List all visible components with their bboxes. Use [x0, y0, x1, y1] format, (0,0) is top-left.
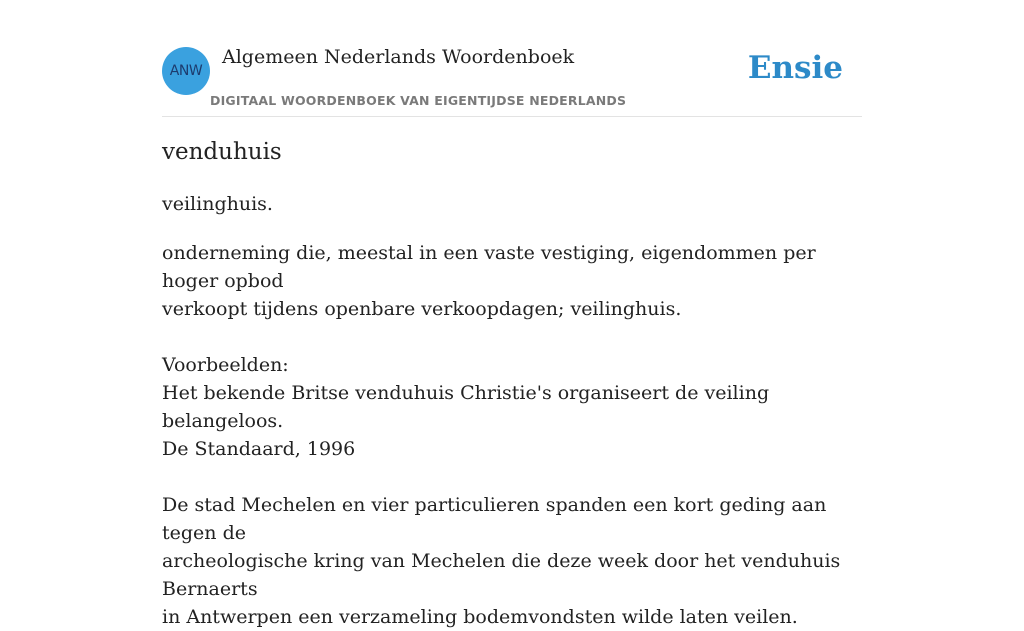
entry-headword: venduhuis	[162, 139, 282, 165]
ensie-brand-logo[interactable]: Ensie	[747, 50, 843, 86]
definition-line: onderneming die, meestal in een vaste vestiging, eigendommen per hoger opbod	[162, 242, 816, 292]
site-title[interactable]: Algemeen Nederlands Woordenboek	[222, 46, 575, 68]
anw-logo[interactable]: ANW	[162, 47, 210, 95]
example-line: archeologische kring van Mechelen die deze week door het venduhuis Bernaerts	[162, 550, 841, 600]
examples-label: Voorbeelden:	[162, 354, 289, 376]
entry-short-definition: veilinghuis.	[162, 193, 273, 215]
entry-body	[162, 239, 862, 631]
example-line: in Antwerpen een verzameling bodemvondsten wilde laten veilen.	[162, 606, 798, 628]
definition-line: verkoopt tijdens openbare verkoopdagen; veilinghuis.	[162, 298, 682, 320]
example-source: De Standaard, 1996	[162, 438, 356, 460]
site-header	[162, 0, 862, 117]
example-line: Het bekende Britse venduhuis Christie's organiseert de veiling belangeloos.	[162, 382, 770, 432]
example-line: De stad Mechelen en vier particulieren spanden een kort geding aan tegen de	[162, 494, 827, 544]
spacer	[162, 323, 862, 351]
spacer	[162, 463, 862, 491]
site-subtitle: DIGITAAL WOORDENBOEK VAN EIGENTIJDSE NEDERLANDS	[210, 93, 627, 108]
page-wrapper	[162, 0, 862, 628]
